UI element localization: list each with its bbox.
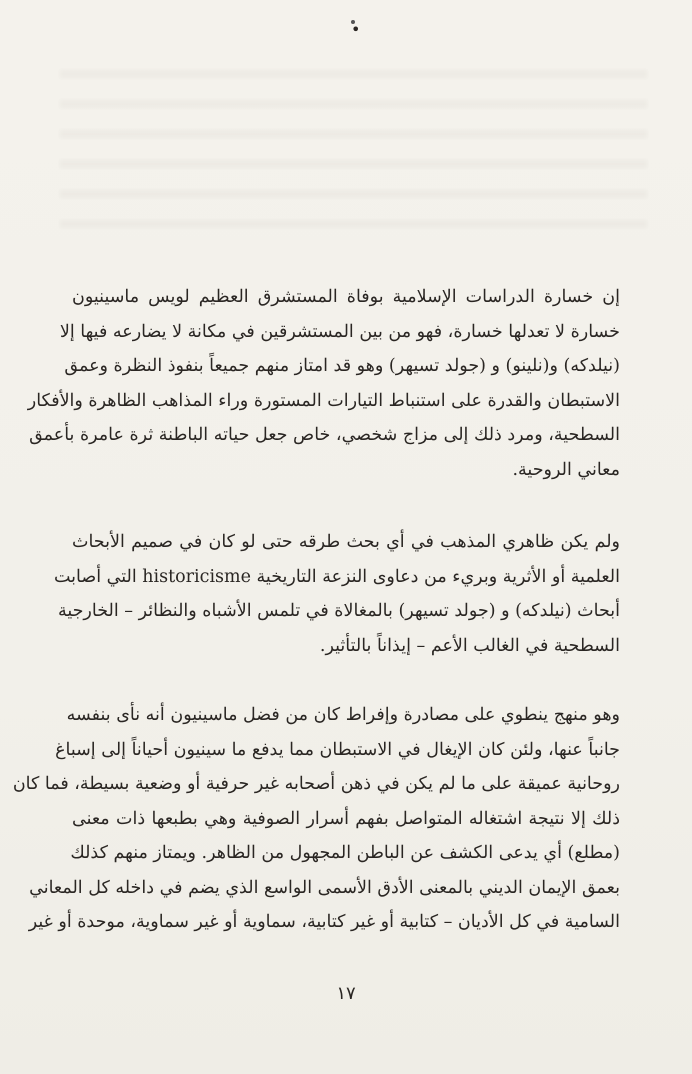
text-line: ولم يكن ظاهري المذهب في أي بحث طرقه حتى لو كان في صميم الأبحاث — [72, 532, 620, 552]
text-line: السطحية، ومرد ذلك إلى مزاج شخصي، خاص جعل حياته الباطنة ثرة عامرة بأعمق — [29, 425, 620, 445]
text-line: (مطلع) أي يدعى الكشف عن الباطن المجهول من الظاهر. ويمتاز منهم كذلك — [70, 843, 620, 863]
body-text — [12, 280, 620, 967]
text-line: (نيلدكه) و(نلينو) و (جولد تسيهر) وهو قد امتاز منهم جميعاً بنفوذ النظرة وعمق — [64, 356, 620, 376]
text-line: ذلك إلا نتيجة اشتغاله المتواصل بفهم أسرار الصوفية وهي بطبعها ذات معنى — [72, 808, 620, 829]
text-line: خسارة لا تعدلها خسارة، فهو من بين المستشرقين في مكانة لا يضارعه فيها إلا — [59, 321, 620, 342]
paragraph-3 — [12, 698, 620, 940]
text-line: الاستبطان والقدرة على استنباط التيارات المستورة وراء المذاهب الظاهرة والأفكار — [27, 390, 620, 411]
text-line: السامية في كل الأديان – كتابية أو غير كتابية، سماوية أو غير سماوية، موحدة أو غير — [28, 912, 620, 932]
text-line: إن خسارة الدراسات الإسلامية بوفاة المستشرق العظيم لويس ماسينيون — [72, 287, 620, 307]
page-number: ١٧ — [336, 983, 356, 1004]
paragraph-2 — [53, 525, 620, 663]
text-line: أبحاث (نيلدكه) و (جولد تسيهر) بالمغالاة في تلمس الأشباه والنظائر – الخارجية — [57, 601, 620, 621]
text-line: السطحية في الغالب الأعم – إيذاناً بالتأثير. — [319, 635, 620, 656]
paragraph-1 — [27, 280, 620, 487]
text-line: وهو منهج ينطوي على مصادرة وإفراط كان من فضل ماسينيون أنه نأى بنفسه — [66, 705, 620, 725]
show-through-text — [60, 70, 647, 240]
text-line: روحانية عميقة على ما لم يكن في ذهن أصحابه غير حرفية أو وضعية بسيطة، فما كان — [12, 774, 620, 794]
text-line: جانباً عنها، ولئن كان الإيغال في الاستبطان مما يدفع ما سينيون أحياناً إلى إسباغ — [55, 739, 620, 760]
text-line: بعمق الإيمان الديني بالمعنى الأدق الأسمى الواسع الذي يضم في داخله كل المعاني — [29, 877, 620, 898]
text-line: العلمية أو الأثرية وبريء من دعاوى النزعة التاريخية historicisme التي أصابت — [53, 566, 620, 587]
text-line: معاني الروحية. — [512, 459, 620, 480]
top-mark: • — [351, 20, 361, 39]
